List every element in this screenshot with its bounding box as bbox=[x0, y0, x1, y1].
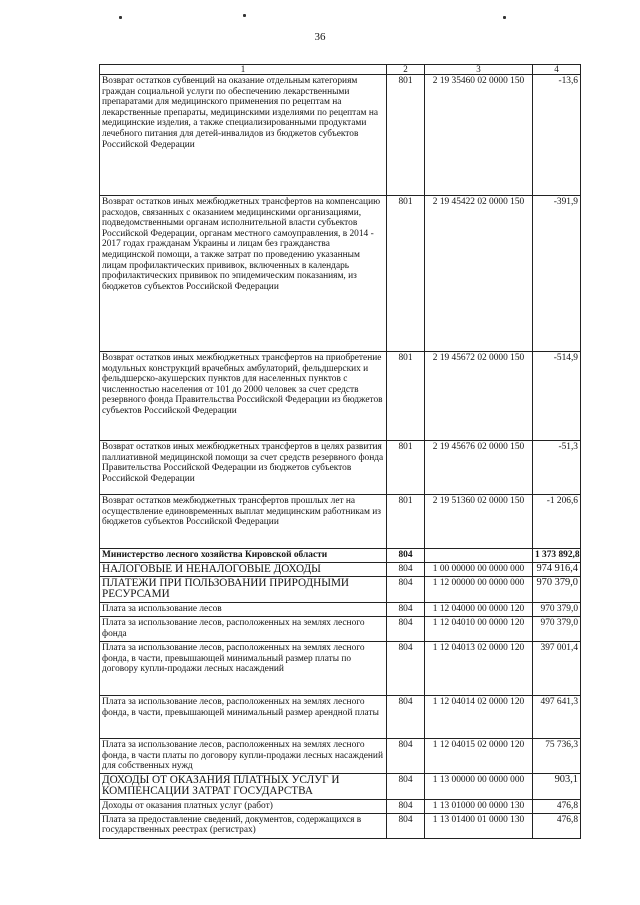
row-admin-code-cell: 801 bbox=[387, 196, 425, 352]
row-amount-cell: 476,8 bbox=[533, 799, 581, 813]
row-admin-code-cell: 804 bbox=[387, 773, 425, 799]
row-amount-cell: 970 379,0 bbox=[533, 577, 581, 603]
table-row bbox=[100, 196, 581, 352]
row-budget-code-cell: 1 12 04015 02 0000 120 bbox=[425, 739, 533, 774]
row-amount-cell: 970 379,0 bbox=[533, 603, 581, 617]
table-row bbox=[100, 495, 581, 549]
row-name-cell: Возврат остатков субвенций на оказание отдельным категориям граждан социальной услуги по обеспечению лекарственными препаратами для медицинского применения по рецептам на лекарственные препараты, медицинскими изделиями по рецептам на медицинские изделия, а также специализированными продуктами лечебного питания для детей-инвалидов из бюджетов субъектов Российской Федерации bbox=[100, 75, 387, 196]
row-amount-cell: -514,9 bbox=[533, 352, 581, 441]
row-budget-code-cell: 1 12 04013 02 0000 120 bbox=[425, 642, 533, 696]
row-name-cell: Возврат остатков иных межбюджетных трансфертов на приобретение модульных конструкций врачебных амбулаторий, фельдшерских и фельдшерско-акушерских пунктов для населенных пунктов с численностью населения от 101 до 2000 человек за счет средств резервного фонда Правительства Российской Федерации из бюджетов субъектов Российской Федерации bbox=[100, 352, 387, 441]
table-row bbox=[100, 352, 581, 441]
table-body bbox=[100, 75, 581, 839]
scan-speck bbox=[243, 14, 246, 17]
row-admin-code-cell: 801 bbox=[387, 441, 425, 495]
row-name-cell: Плата за предоставление сведений, документов, содержащихся в государственных реестрах (регистрах) bbox=[100, 813, 387, 838]
scan-speck bbox=[119, 16, 122, 19]
row-budget-code-cell: 2 19 45422 02 0000 150 bbox=[425, 196, 533, 352]
row-name-cell: Возврат остатков иных межбюджетных трансфертов на компенсацию расходов, связанных с оказанием медицинскими организациями, подведомственными органам исполнительной власти субъектов Российской Федерации, органам местного самоуправления, в 2014 - 2017 годах гражданам Украины и лицам без гражданства медицинской помощи, а также затрат по проведению указанным лицам профилактических прививок, включенных в календарь профилактических прививок по эпидемическим показаниям, из бюджетов субъектов Российской Федерации bbox=[100, 196, 387, 352]
row-name-cell: Министерство лесного хозяйства Кировской области bbox=[100, 549, 387, 563]
row-name-cell: НАЛОГОВЫЕ И НЕНАЛОГОВЫЕ ДОХОДЫ bbox=[100, 562, 387, 576]
row-admin-code-cell: 804 bbox=[387, 603, 425, 617]
table-row bbox=[100, 441, 581, 495]
row-name-cell: ДОХОДЫ ОТ ОКАЗАНИЯ ПЛАТНЫХ УСЛУГ И КОМПЕНСАЦИИ ЗАТРАТ ГОСУДАРСТВА bbox=[100, 773, 387, 799]
row-admin-code-cell: 804 bbox=[387, 799, 425, 813]
table-row bbox=[100, 739, 581, 774]
table-row bbox=[100, 773, 581, 799]
row-name-cell: Плата за использование лесов, расположенных на землях лесного фонда bbox=[100, 617, 387, 642]
row-name-cell: ПЛАТЕЖИ ПРИ ПОЛЬЗОВАНИИ ПРИРОДНЫМИ РЕСУРСАМИ bbox=[100, 577, 387, 603]
table-row bbox=[100, 642, 581, 696]
row-admin-code-cell: 801 bbox=[387, 352, 425, 441]
row-admin-code-cell: 804 bbox=[387, 696, 425, 739]
row-admin-code-cell: 804 bbox=[387, 642, 425, 696]
row-budget-code-cell: 2 19 35460 02 0000 150 bbox=[425, 75, 533, 196]
row-admin-code-cell: 804 bbox=[387, 739, 425, 774]
row-budget-code-cell: 2 19 51360 02 0000 150 bbox=[425, 495, 533, 549]
row-admin-code-cell: 804 bbox=[387, 577, 425, 603]
row-admin-code-cell: 801 bbox=[387, 495, 425, 549]
row-amount-cell: 75 736,3 bbox=[533, 739, 581, 774]
row-name-cell: Возврат остатков иных межбюджетных трансфертов в целях развития паллиативной медицинской помощи за счет средств резервного фонда Правительства Российской Федерации из бюджетов субъектов Российской Федерации bbox=[100, 441, 387, 495]
row-name-cell: Плата за использование лесов, расположенных на землях лесного фонда, в части платы по договору купли-продажи лесных насаждений для собственных нужд bbox=[100, 739, 387, 774]
row-amount-cell: 974 916,4 bbox=[533, 562, 581, 576]
header-cell-name: 1 bbox=[100, 65, 387, 75]
row-admin-code-cell: 804 bbox=[387, 617, 425, 642]
row-budget-code-cell: 1 12 04014 02 0000 120 bbox=[425, 696, 533, 739]
row-name-cell: Возврат остатков межбюджетных трансфертов прошлых лет на осуществление единовременных выплат медицинским работникам из бюджетов субъектов Российской Федерации bbox=[100, 495, 387, 549]
row-name-cell: Доходы от оказания платных услуг (работ) bbox=[100, 799, 387, 813]
row-budget-code-cell bbox=[425, 549, 533, 563]
revenue-table bbox=[99, 64, 581, 839]
scan-speck bbox=[503, 16, 506, 19]
row-budget-code-cell: 1 13 01000 00 0000 130 bbox=[425, 799, 533, 813]
row-budget-code-cell: 1 13 00000 00 0000 000 bbox=[425, 773, 533, 799]
header-cell-code: 3 bbox=[425, 65, 533, 75]
table-row bbox=[100, 696, 581, 739]
row-admin-code-cell: 804 bbox=[387, 562, 425, 576]
table-row bbox=[100, 577, 581, 603]
row-budget-code-cell: 2 19 45672 02 0000 150 bbox=[425, 352, 533, 441]
row-amount-cell: -51,3 bbox=[533, 441, 581, 495]
row-admin-code-cell: 804 bbox=[387, 813, 425, 838]
row-name-cell: Плата за использование лесов, расположенных на землях лесного фонда, в части, превышающей минимальный размер платы по договору купли-продажи лесных насаждений bbox=[100, 642, 387, 696]
row-amount-cell: 970 379,0 bbox=[533, 617, 581, 642]
table-row bbox=[100, 562, 581, 576]
row-amount-cell: 903,1 bbox=[533, 773, 581, 799]
row-admin-code-cell: 804 bbox=[387, 549, 425, 563]
table-row bbox=[100, 617, 581, 642]
table-row bbox=[100, 549, 581, 563]
header-cell-amount: 4 bbox=[533, 65, 581, 75]
row-amount-cell: 397 001,4 bbox=[533, 642, 581, 696]
row-amount-cell: 497 641,3 bbox=[533, 696, 581, 739]
row-name-cell: Плата за использование лесов, расположенных на землях лесного фонда, в части, превышающей минимальный размер арендной платы bbox=[100, 696, 387, 739]
table-header-row bbox=[100, 65, 581, 75]
header-cell-admin: 2 bbox=[387, 65, 425, 75]
table-row bbox=[100, 603, 581, 617]
row-amount-cell: -391,9 bbox=[533, 196, 581, 352]
row-amount-cell: 1 373 892,8 bbox=[533, 549, 581, 563]
row-budget-code-cell: 1 00 00000 00 0000 000 bbox=[425, 562, 533, 576]
table-row bbox=[100, 799, 581, 813]
table-row bbox=[100, 813, 581, 838]
row-amount-cell: 476,8 bbox=[533, 813, 581, 838]
row-budget-code-cell: 1 12 04010 00 0000 120 bbox=[425, 617, 533, 642]
page-number: 36 bbox=[314, 31, 326, 43]
table-row bbox=[100, 75, 581, 196]
row-name-cell: Плата за использование лесов bbox=[100, 603, 387, 617]
row-amount-cell: -13,6 bbox=[533, 75, 581, 196]
row-budget-code-cell: 1 12 00000 00 0000 000 bbox=[425, 577, 533, 603]
row-budget-code-cell: 1 13 01400 01 0000 130 bbox=[425, 813, 533, 838]
row-budget-code-cell: 2 19 45676 02 0000 150 bbox=[425, 441, 533, 495]
row-admin-code-cell: 801 bbox=[387, 75, 425, 196]
row-budget-code-cell: 1 12 04000 00 0000 120 bbox=[425, 603, 533, 617]
row-amount-cell: -1 206,6 bbox=[533, 495, 581, 549]
